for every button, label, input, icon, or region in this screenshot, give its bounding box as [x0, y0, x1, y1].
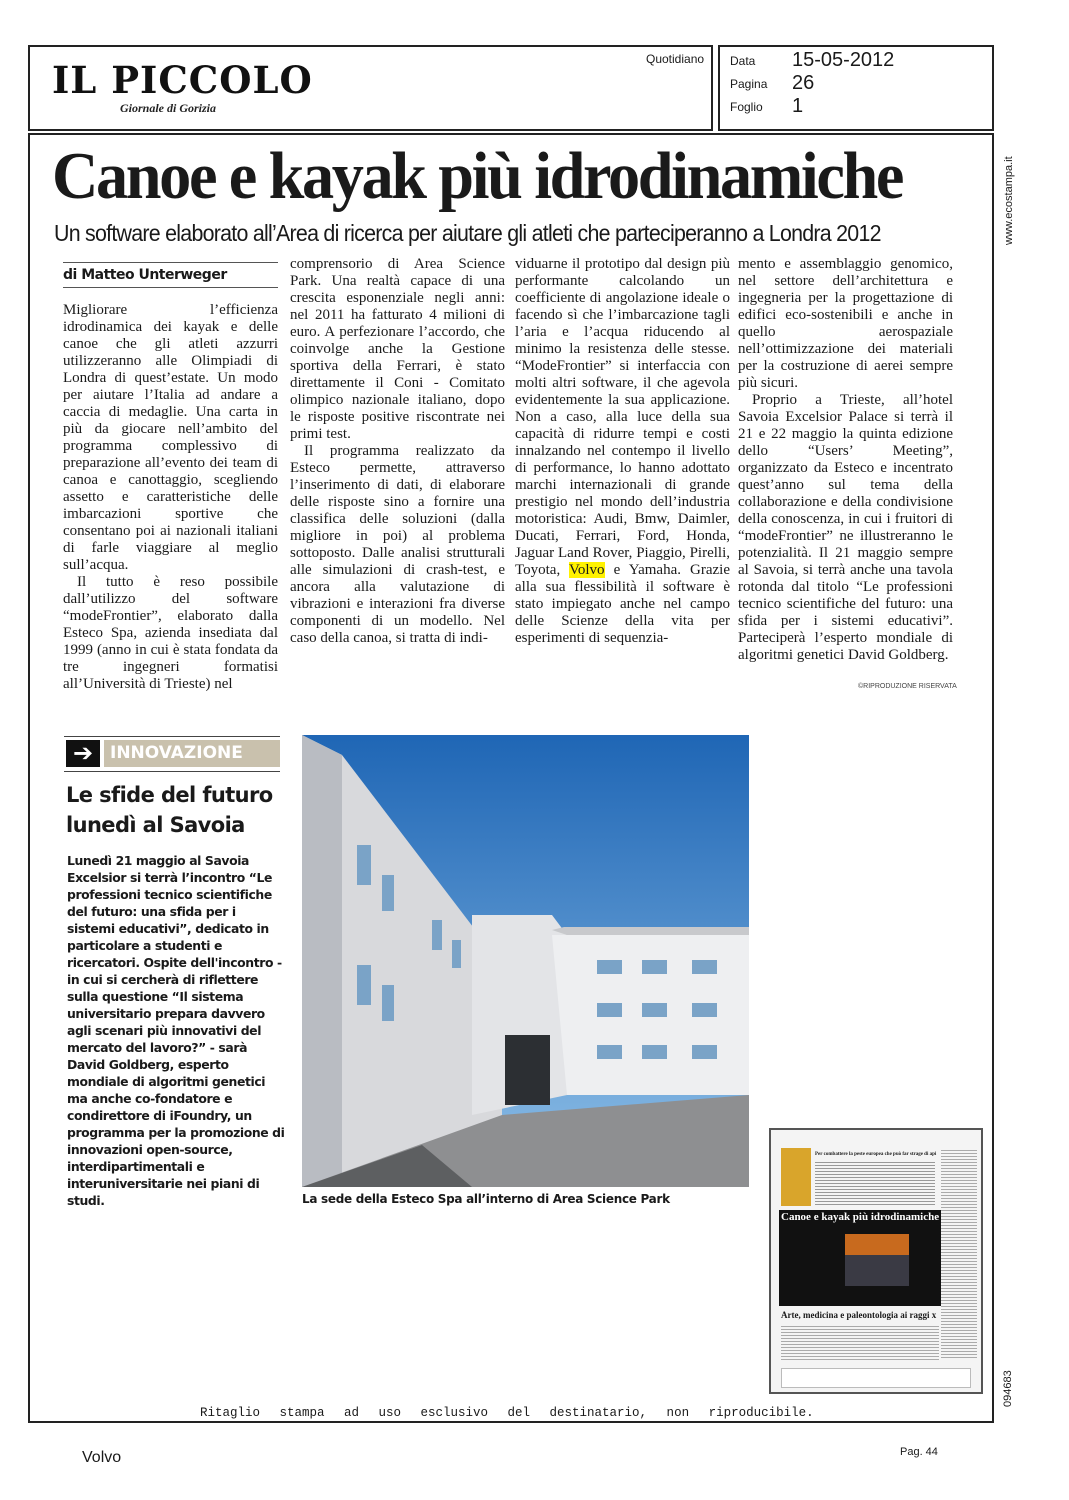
article-column-4 [738, 256, 953, 664]
page-value: 26 [792, 72, 815, 94]
newspaper-logo: IL PICCOLO [52, 58, 313, 102]
thumbnail-feature-block [779, 1210, 941, 1306]
source-site: www.ecostampa.it [1003, 156, 1015, 245]
rubric-banner [64, 736, 280, 772]
date-value: 15-05-2012 [792, 49, 895, 71]
page-number: Pag. 44 [900, 1446, 938, 1458]
paragraph: Migliorare l’efficienza idrodinamica dei kayak e delle canoe che gli atleti azzurri utilizzeranno alle Olimpiadi di Londra di quest’estate. Un modo per aiutare l’Italia ad andare a caccia di medaglie. Una carta in più da giocare nell’ambito del programma complessivo di preparazione all’evento dei team di canoa e canottaggio, scegliendo assetto e caratteristiche delle imbarcazioni sportive che consentano poi ai nazionali italiani di farle viaggiare al meglio sull’acqua. [63, 302, 278, 573]
thumbnail-text [815, 1162, 935, 1206]
text: viduarne il prototipo dal design più performante calcolando un coefficiente di angolazione ideale o facendo sì che l’imbarcazione tagli l’aria e l’acqua riducendo al minimo la resistenza delle stesse. “ModeFrontier” si interfaccia con molti altri software, il che agevola evidentemente la sua applicazione. Non a caso, alla luce della sua capacità di ridurre tempi e costi innalzando nel contempo il livello di performance, lo hanno adottato marchi internazionali di grande prestigio nel mondo dell’industria motoristica: Audi, Bmw, Daimler, Ducati, Ferrari, Ford, Honda, Jaguar Land Rover, Piaggio, Pirelli, Toyota, [515, 256, 730, 578]
paragraph [515, 256, 730, 647]
paragraph: Proprio a Trieste, all’hotel Savoia Excelsior Palace si terrà il 21 e 22 maggio la quinta edizione dello “Users’ Meeting”, organizzato da Esteco e incentrato quest’anno sul tema della collaborazione e della condivisione della conoscenza, in cui i fruitori di “modeFrontier” ne illustreranno le potenzialità. Il 21 maggio sempre al Savoia, si terrà anche una tavola rotonda dal titolo “Le professioni tecnico scientifiche del futuro: una sfida per i sistemi educativi”. Parteciperà l’esperto mondiale di algoritmi genetici David Goldberg. [738, 392, 953, 663]
thumbnail-side-column [941, 1150, 977, 1360]
highlighted-keyword: Volvo [568, 562, 605, 578]
thumbnail-headline-bottom: Arte, medicina e paleontologia ai raggi x [781, 1310, 937, 1320]
sheet-label: Foglio [730, 100, 763, 114]
article-column-3 [515, 256, 730, 647]
arrow-right-icon: ➔ [66, 740, 100, 767]
thumbnail-headline-main: Canoe e kayak più idrodinamiche [781, 1211, 940, 1223]
paragraph: mento e assemblaggio genomico, nel settore dell’architettura e ingegneria per la progettazione di edifici eco-sostenibili e anche in quello aerospaziale nell’ottimizzazione dei materiali per la costruzione di aerei sempre più sicuri. [738, 256, 953, 391]
clipping-notice: Ritaglio stampa ad uso esclusivo del destinatario, non riproducibile. [200, 1406, 814, 1420]
paragraph: Il programma realizzato da Esteco permette, attraverso l’inserimento di dati, di elaborare delle risposte sino a fornire una classifica delle soluzioni (dalla migliore in poi) al problema sottoposto. Dalle analisi strutturali alle simulazioni di crash-test, e ancora alla valutazione di vibrazioni e interazioni fra diverse componenti di un modello. Nel caso della canoa, si tratta di indi- [290, 443, 505, 646]
text: e Yamaha. Grazie alla sua flessibilità il software è stato impiegato anche nel campo delle Scienze della vita per esperimenti di sequenzia- [515, 562, 731, 646]
rubric-label: INNOVAZIONE [104, 740, 280, 767]
clipping-code: 094683 [1002, 1370, 1014, 1407]
thumbnail-text [781, 1326, 939, 1362]
thumbnail-headline-top: Per combattere la peste europea che può far strage di api [815, 1152, 937, 1157]
paragraph: comprensorio di Area Science Park. Una realtà capace di una crescita esponenziale negli anni: nel 2011 ha fatturato 4 milioni di euro. A perfezionare l’accordo, che coinvolge anche la Gestione sportiva della Ferrari, è stato direttamente il Coni - Comitato olimpico nazionale italiano, dopo le risposte positive riscontrate nei primi test. [290, 256, 505, 442]
page-label: Pagina [730, 77, 768, 91]
article-column-1 [63, 262, 278, 693]
article-column-2 [290, 256, 505, 647]
byline: di Matteo Unterweger [63, 262, 278, 288]
building-photo [302, 735, 749, 1187]
article-subtitle: Un software elaborato all’Area di ricerca per aiutare gli atleti che parteciperanno a Londra 2012 [54, 220, 881, 246]
frequency-label: Quotidiano [646, 52, 705, 66]
bee-photo-thumbnail [781, 1148, 811, 1206]
sidebar-body: Lunedì 21 maggio al Savoia Excelsior si terrà l’incontro “Le professioni tecnico scientifiche del futuro: una sfida per i sistemi educativi”, dedicato in particolare a studenti e ricercatori. Ospite dell'incontro - in cui si cercherà di riflettere sulla questione “Il sistema universitario prepara davvero agli scenari più innovativi del mercato del lavoro?” - sarà David Goldberg, esperto mondiale di algoritmi genetici ma anche co-fondatore e condirettore di iFoundry, un programma per la promozione di innovazioni open-source, interdipartimentali e interuniversitarie nei piani di studi. [67, 853, 285, 1208]
photo-caption: La sede della Esteco Spa all’interno di Area Science Park [302, 1192, 670, 1206]
thumbnail-photo [845, 1234, 909, 1286]
thumbnail-ad [781, 1368, 971, 1388]
sheet-value: 1 [792, 95, 804, 117]
page-thumbnail [769, 1128, 983, 1394]
newspaper-subtitle: Giornale di Gorizia [120, 101, 217, 115]
copyright-notice: ©RIPRODUZIONE RISERVATA [858, 683, 957, 690]
article-headline: Canoe e kayak più idrodinamiche [52, 139, 903, 213]
paragraph: Il tutto è reso possibile dall’utilizzo del software “modeFrontier”, elaborato dalla Esteco Spa, azienda insediata dal 1999 (anno in cui è stata fondata da tre ingegneri formatisi all’Università di Trieste) nel [63, 574, 278, 692]
sidebar-title: Le sfide del futuro lunedì al Savoia [66, 783, 273, 837]
keyword-label: Volvo [82, 1449, 122, 1466]
date-label: Data [730, 54, 756, 68]
